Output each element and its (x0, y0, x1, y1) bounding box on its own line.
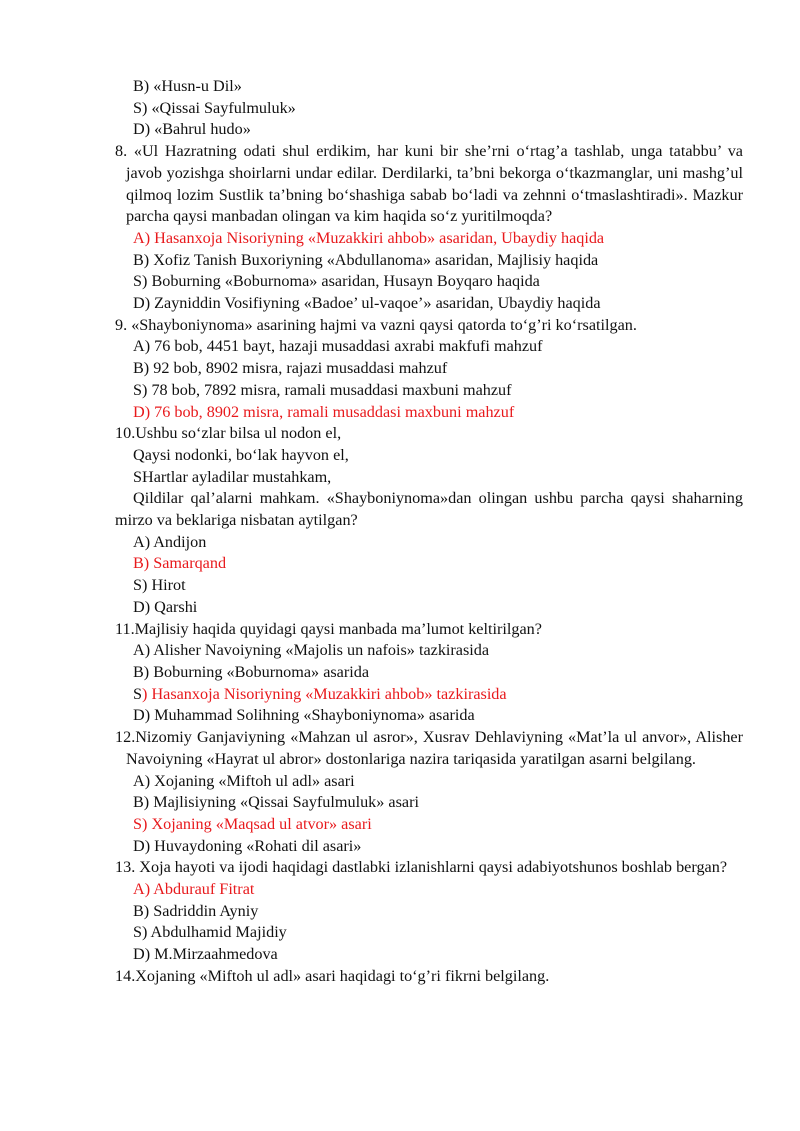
answer-option: B) 92 bob, 8902 misra, rajazi musaddasi mahzuf (133, 359, 448, 378)
question-9 (115, 315, 743, 424)
answer-option: D) Qarshi (133, 597, 198, 616)
answer-option: B) Majlisiyning «Qissai Sayfulmuluk» asari (133, 793, 419, 812)
answer-option: B) Boburning «Boburnoma» asarida (133, 662, 370, 681)
question-11 (115, 619, 743, 728)
answer-option-correct: B) Samarqand (133, 554, 227, 573)
question-number: 10. (115, 424, 136, 443)
question-text: 13. Xoja hayoti va ijodi haqidagi dastlabki izlanishlarni qaysi adabiyotshunos boshlab bergan? (115, 858, 728, 877)
answer-option: B) Sadriddin Ayniy (133, 901, 259, 920)
poem-line: Ushbu so‘zlar bilsa ul nodon el, (135, 424, 342, 443)
answer-option-correct: A) Hasanxoja Nisoriyning «Muzakkiri ahbob» asaridan, Ubaydiy haqida (133, 228, 605, 247)
question-text: 12.Nizomiy Ganjaviyning «Mahzan ul asror», Xusrav Dehlaviyning «Mat’la ul anvor», Alisher Navoiyning «Hayrat ul abror» dostonlariga nazira tariqasida yaratilgan asarni belgilang. (115, 728, 743, 768)
question-number: 11. (115, 619, 135, 638)
question-13 (115, 857, 743, 966)
answer-option: S) 78 bob, 7892 misra, ramali musaddasi maxbuni mahzuf (133, 380, 512, 399)
answer-option-correct: S) Hasanxoja Nisoriyning «Muzakkiri ahbob» tazkirasida (133, 684, 507, 703)
answer-option: D) Zayniddin Vosifiyning «Badoe’ ul-vaqoe’» asaridan, Ubaydiy haqida (133, 294, 601, 313)
question-number: 9. (115, 315, 128, 334)
question-number: 8. (115, 142, 128, 161)
answer-option: S) Abdulhamid Majidiy (133, 923, 287, 942)
answer-option: D) Huvaydoning «Rohati dil asari» (133, 836, 362, 855)
answer-option-correct: A) Abdurauf Fitrat (133, 880, 255, 899)
question-14 (115, 966, 743, 988)
answer-option-correct: S) Xojaning «Maqsad ul atvor» asari (133, 814, 372, 833)
answer-option: D) Muhammad Solihning «Shayboniynoma» asarida (133, 706, 475, 725)
answer-option: S) «Qissai Sayfulmuluk» (133, 98, 296, 117)
answer-option: D) «Bahrul hudo» (133, 120, 251, 139)
answer-option: A) Alisher Navoiyning «Majolis un nafois» tazkirasida (133, 641, 490, 660)
answer-option: S) Hirot (133, 576, 186, 595)
question-text: 11.Majlisiy haqida quyidagi qaysi manbada ma’lumot keltirilgan? (115, 619, 542, 638)
question-text (115, 423, 743, 445)
answer-option-correct: D) 76 bob, 8902 misra, ramali musaddasi maxbuni mahzuf (133, 402, 515, 421)
question-text: Qildilar qal’alarni mahkam. «Shayboniynoma»dan olingan ushbu parcha qaysi shaharning mirzo va beklariga nisbatan aytilgan? (115, 489, 743, 530)
question-number: 14. (115, 966, 136, 985)
question-10 (115, 423, 743, 618)
question-text: 8. «Ul Hazratning odati shul erdikim, har kuni bir she’rni o‘rtag’a tashlab, unga tatabbu’ va javob yozishga shoirlarni undar edilar. Derdilarki, ta’bni bekorga o‘tkazmanglar, uni mashg’ul qilmoq lozim Sustlik ta’bning bo‘shashiga sabab bo‘ladi va zehnni o‘tmaslashtiradi». Mazkur parcha qaysi manbadan olingan va kim haqida so‘z yuritilmoqda? (115, 142, 743, 226)
answer-option: D) M.Mirzaahmedova (133, 945, 278, 964)
question-number: 12. (115, 728, 136, 747)
answer-option: A) Andijon (133, 532, 207, 551)
question-12 (115, 727, 743, 857)
question-text: 14.Xojaning «Miftoh ul adl» asari haqidagi to‘g’ri fikrni belgilang. (115, 966, 550, 985)
answer-option: S) Boburning «Boburnoma» asaridan, Husayn Boyqaro haqida (133, 272, 540, 291)
document-page (115, 76, 743, 988)
answer-option: A) Xojaning «Miftoh ul adl» asari (133, 771, 355, 790)
poem-line: Qaysi nodonki, bo‘lak hayvon el, (133, 445, 349, 464)
answer-option: A) 76 bob, 4451 bayt, hazaji musaddasi axrabi makfufi mahzuf (133, 337, 543, 356)
question-8 (115, 141, 743, 315)
poem-line: SHartlar ayladilar mustahkam, (133, 467, 332, 486)
question-number: 13. (115, 858, 136, 877)
question-7-options (115, 76, 743, 141)
question-text: 9. «Shayboniynoma» asarining hajmi va vazni qaysi qatorda to‘g’ri ko‘rsatilgan. (115, 315, 637, 334)
answer-option: B) «Husn-u Dil» (133, 77, 242, 95)
answer-option: B) Xofiz Tanish Buxoriyning «Abdullanoma» asaridan, Majlisiy haqida (133, 250, 599, 269)
